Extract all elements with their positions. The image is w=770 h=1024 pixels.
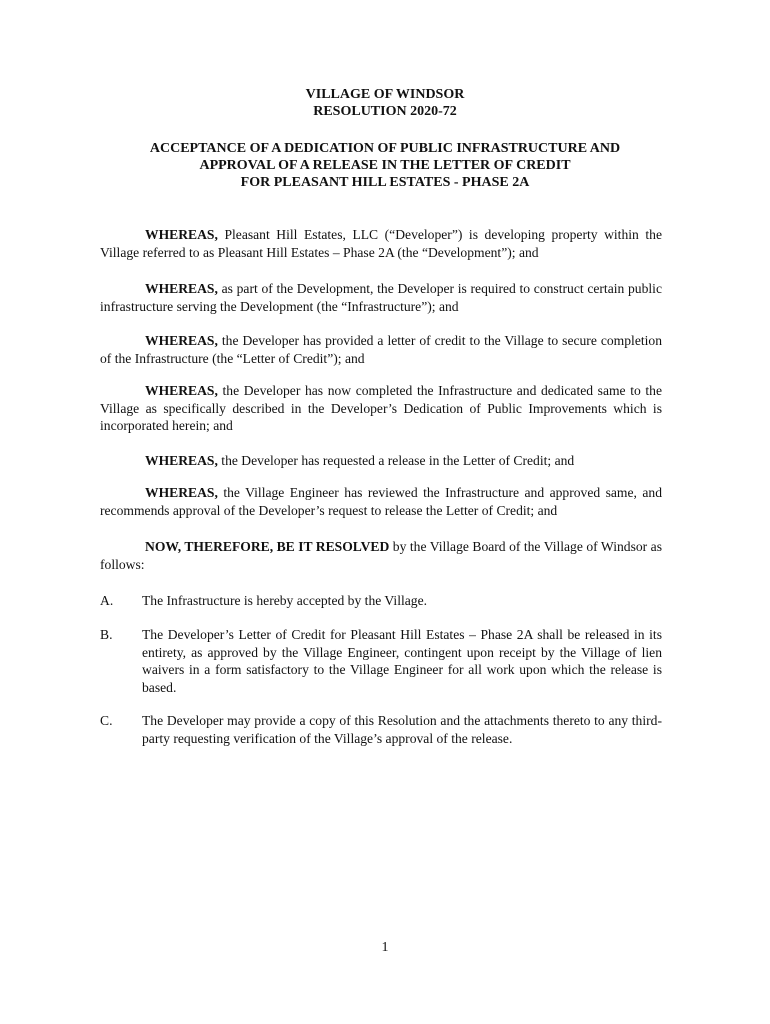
list-marker: C. [100,713,113,728]
paragraph-text: the Developer has provided a letter of credit to the Village to secure completion of the Infrastructure (the “Letter of Credit”); and [100,333,662,366]
list-item [100,626,662,696]
paragraph-lead: WHEREAS, [145,485,218,500]
subtitle-line: FOR PLEASANT HILL ESTATES - PHASE 2A [240,175,530,190]
paragraph-text: by the Village Board of the Village of Windsor as follows: [100,539,662,572]
paragraph-text: the Developer has requested a release in the Letter of Credit; and [217,453,575,468]
title-line: RESOLUTION 2020-72 [313,104,457,119]
list-marker: A. [100,593,114,608]
whereas-paragraph [100,382,662,435]
whereas-paragraph [100,452,662,470]
whereas-paragraph [100,484,662,519]
list-marker: B. [100,627,113,642]
list-item-text: The Developer’s Letter of Credit for Pleasant Hill Estates – Phase 2A shall be released in its entirety, as approved by the Village Engineer, contingent upon receipt by the Village of lien waivers in a form satisfactory to the Village Engineer for all work upon which the release is based. [142,627,662,695]
paragraph-lead: WHEREAS, [145,453,218,468]
resolution-subtitle [0,140,770,191]
list-item [100,592,662,610]
paragraph-text: Pleasant Hill Estates, LLC (“Developer”) is developing property within the Village referred to as Pleasant Hill Estates – Phase 2A (the “Development”); and [100,227,662,260]
paragraph-text: as part of the Development, the Developer is required to construct certain public infrastructure serving the Development (the “Infrastructure”); and [100,281,662,314]
resolution-title [0,86,770,120]
subtitle-line: ACCEPTANCE OF A DEDICATION OF PUBLIC INFRASTRUCTURE AND [149,141,621,156]
paragraph-text: the Developer has now completed the Infrastructure and dedicated same to the Village as specifically described in the Developer’s Dedication of Public Improvements which is incorporated herein; and [100,383,662,434]
paragraph-lead: WHEREAS, [145,383,218,398]
list-item-text: The Developer may provide a copy of this Resolution and the attachments thereto to any third-party requesting verification of the Village’s approval of the release. [142,713,662,746]
whereas-paragraph [100,226,662,261]
whereas-paragraph [100,332,662,367]
whereas-paragraph [100,280,662,315]
paragraph-lead: NOW, THEREFORE, BE IT RESOLVED [145,539,390,554]
paragraph-lead: WHEREAS, [145,333,218,348]
resolved-paragraph [100,538,662,573]
subtitle-line: APPROVAL OF A RELEASE IN THE LETTER OF CREDIT [199,158,571,173]
list-item-text: The Infrastructure is hereby accepted by the Village. [142,593,428,608]
paragraph-lead: WHEREAS, [145,281,218,296]
paragraph-lead: WHEREAS, [145,227,218,242]
list-item [100,712,662,747]
title-line: VILLAGE OF WINDSOR [305,87,465,102]
paragraph-text: the Village Engineer has reviewed the Infrastructure and approved same, and recommends approval of the Developer’s request to release the Letter of Credit; and [100,485,662,518]
page-number: 1 [381,940,389,955]
